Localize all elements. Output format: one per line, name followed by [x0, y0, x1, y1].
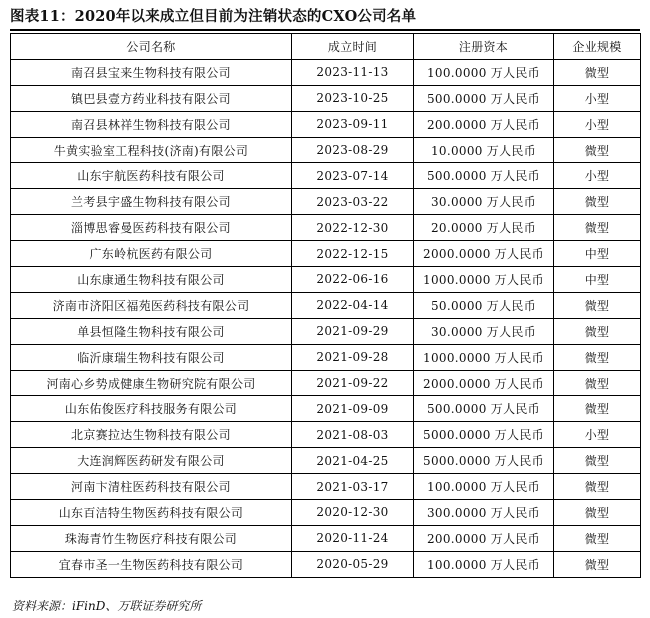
header-company-name: 公司名称	[11, 34, 292, 60]
cell-enterprise-size: 微型	[554, 370, 641, 396]
cell-company-name: 广东岭杭医药有限公司	[11, 241, 292, 267]
cell-company-name: 珠海青竹生物医疗科技有限公司	[11, 525, 292, 551]
cell-company-name: 大连润辉医药研发有限公司	[11, 448, 292, 474]
table-row	[11, 344, 641, 370]
cell-established-date: 2021-09-09	[292, 396, 414, 422]
cell-enterprise-size: 中型	[554, 267, 641, 293]
table-row	[11, 370, 641, 396]
cell-registered-capital: 200.0000 万人民币	[414, 525, 554, 551]
cell-registered-capital: 200.0000 万人民币	[414, 111, 554, 137]
title-rule	[10, 29, 640, 31]
cell-enterprise-size: 微型	[554, 474, 641, 500]
table-body	[11, 59, 641, 577]
source-note: 资料来源：iFinD、万联证券研究所	[12, 599, 202, 613]
cell-company-name: 单县恒隆生物科技有限公司	[11, 318, 292, 344]
cell-established-date: 2020-05-29	[292, 551, 414, 577]
cell-enterprise-size: 小型	[554, 111, 641, 137]
cell-company-name: 宜春市圣一生物医药科技有限公司	[11, 551, 292, 577]
table-header-row	[11, 34, 641, 60]
table-row	[11, 551, 641, 577]
cell-registered-capital: 1000.0000 万人民币	[414, 267, 554, 293]
cell-established-date: 2021-09-28	[292, 344, 414, 370]
cell-company-name: 临沂康瑞生物科技有限公司	[11, 344, 292, 370]
cell-registered-capital: 2000.0000 万人民币	[414, 241, 554, 267]
cell-established-date: 2022-04-14	[292, 292, 414, 318]
cell-company-name: 山东宇航医药科技有限公司	[11, 163, 292, 189]
cell-registered-capital: 100.0000 万人民币	[414, 474, 554, 500]
cell-company-name: 北京赛拉达生物科技有限公司	[11, 422, 292, 448]
table-row	[11, 318, 641, 344]
cell-established-date: 2022-12-15	[292, 241, 414, 267]
cell-established-date: 2023-08-29	[292, 137, 414, 163]
cell-established-date: 2023-10-25	[292, 85, 414, 111]
figure-title: 图表11：2020年以来成立但目前为注销状态的CXO公司名单	[10, 8, 417, 25]
table-row	[11, 267, 641, 293]
cell-registered-capital: 30.0000 万人民币	[414, 318, 554, 344]
cell-enterprise-size: 微型	[554, 189, 641, 215]
cell-enterprise-size: 微型	[554, 500, 641, 526]
cell-registered-capital: 5000.0000 万人民币	[414, 448, 554, 474]
table-row	[11, 85, 641, 111]
table-row	[11, 241, 641, 267]
cell-enterprise-size: 微型	[554, 448, 641, 474]
cell-established-date: 2023-07-14	[292, 163, 414, 189]
table-row	[11, 474, 641, 500]
cell-registered-capital: 2000.0000 万人民币	[414, 370, 554, 396]
cell-established-date: 2023-03-22	[292, 189, 414, 215]
cell-enterprise-size: 小型	[554, 85, 641, 111]
cell-company-name: 山东百洁特生物医药科技有限公司	[11, 500, 292, 526]
table-row	[11, 422, 641, 448]
cell-established-date: 2022-06-16	[292, 267, 414, 293]
cell-registered-capital: 500.0000 万人民币	[414, 85, 554, 111]
cell-company-name: 淄博思睿曼医药科技有限公司	[11, 215, 292, 241]
cell-registered-capital: 300.0000 万人民币	[414, 500, 554, 526]
table-row	[11, 292, 641, 318]
deregistered-cxo-table	[10, 33, 641, 578]
cell-enterprise-size: 微型	[554, 137, 641, 163]
cell-enterprise-size: 微型	[554, 551, 641, 577]
cell-registered-capital: 10.0000 万人民币	[414, 137, 554, 163]
cell-established-date: 2023-09-11	[292, 111, 414, 137]
table-row	[11, 111, 641, 137]
cell-established-date: 2022-12-30	[292, 215, 414, 241]
cell-enterprise-size: 微型	[554, 215, 641, 241]
cell-enterprise-size: 微型	[554, 396, 641, 422]
cell-registered-capital: 20.0000 万人民币	[414, 215, 554, 241]
table-row	[11, 215, 641, 241]
cell-established-date: 2020-12-30	[292, 500, 414, 526]
cell-enterprise-size: 微型	[554, 59, 641, 85]
cell-registered-capital: 5000.0000 万人民币	[414, 422, 554, 448]
cell-established-date: 2021-03-17	[292, 474, 414, 500]
table-row	[11, 163, 641, 189]
cell-company-name: 山东佑俊医疗科技服务有限公司	[11, 396, 292, 422]
cell-established-date: 2021-04-25	[292, 448, 414, 474]
cell-registered-capital: 30.0000 万人民币	[414, 189, 554, 215]
cell-company-name: 兰考县宇盛生物科技有限公司	[11, 189, 292, 215]
cell-enterprise-size: 小型	[554, 422, 641, 448]
cell-established-date: 2021-08-03	[292, 422, 414, 448]
table-row	[11, 500, 641, 526]
cell-established-date: 2020-11-24	[292, 525, 414, 551]
table-row	[11, 525, 641, 551]
cell-registered-capital: 100.0000 万人民币	[414, 59, 554, 85]
cell-registered-capital: 500.0000 万人民币	[414, 396, 554, 422]
cell-established-date: 2021-09-22	[292, 370, 414, 396]
cell-company-name: 河南卞清柱医药科技有限公司	[11, 474, 292, 500]
cell-enterprise-size: 微型	[554, 318, 641, 344]
cell-company-name: 河南心乡势成健康生物研究院有限公司	[11, 370, 292, 396]
cell-company-name: 山东康通生物科技有限公司	[11, 267, 292, 293]
cell-company-name: 南召县宝来生物科技有限公司	[11, 59, 292, 85]
cell-company-name: 济南市济阳区福苑医药科技有限公司	[11, 292, 292, 318]
cell-established-date: 2021-09-29	[292, 318, 414, 344]
cell-enterprise-size: 微型	[554, 292, 641, 318]
cell-enterprise-size: 小型	[554, 163, 641, 189]
cell-registered-capital: 500.0000 万人民币	[414, 163, 554, 189]
table-row	[11, 448, 641, 474]
cell-registered-capital: 100.0000 万人民币	[414, 551, 554, 577]
cell-company-name: 镇巴县壹方药业科技有限公司	[11, 85, 292, 111]
cell-enterprise-size: 中型	[554, 241, 641, 267]
header-registered-capital: 注册资本	[414, 34, 554, 60]
cell-registered-capital: 1000.0000 万人民币	[414, 344, 554, 370]
cell-registered-capital: 50.0000 万人民币	[414, 292, 554, 318]
cell-established-date: 2023-11-13	[292, 59, 414, 85]
cell-company-name: 牛黄实验室工程科技(济南)有限公司	[11, 137, 292, 163]
table-row	[11, 396, 641, 422]
header-enterprise-size: 企业规模	[554, 34, 641, 60]
cell-enterprise-size: 微型	[554, 344, 641, 370]
cell-company-name: 南召县林祥生物科技有限公司	[11, 111, 292, 137]
table-row	[11, 59, 641, 85]
table-row	[11, 189, 641, 215]
cell-enterprise-size: 微型	[554, 525, 641, 551]
table-row	[11, 137, 641, 163]
header-established-date: 成立时间	[292, 34, 414, 60]
